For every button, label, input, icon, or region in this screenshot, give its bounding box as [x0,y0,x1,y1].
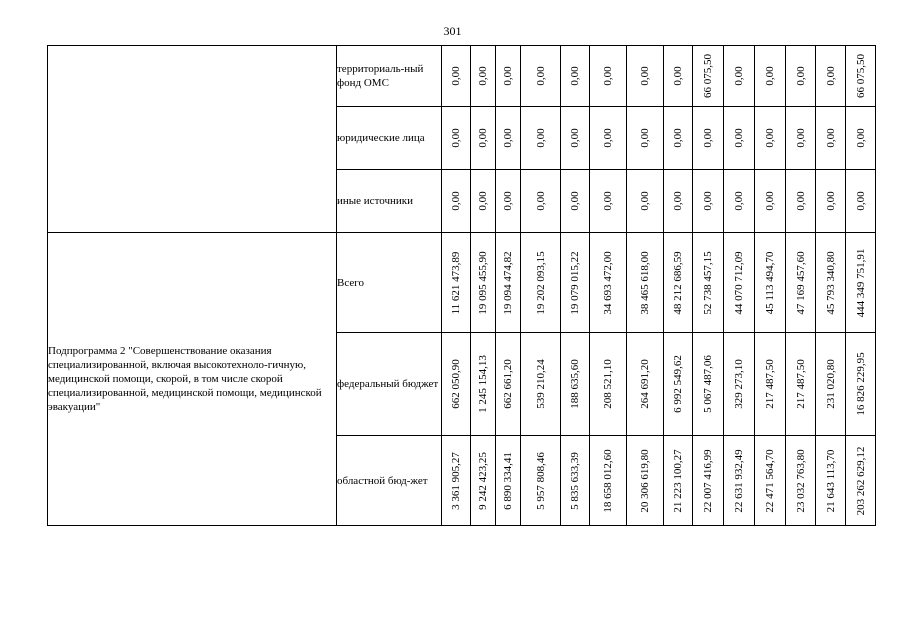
amount-value: 0,00 [824,128,837,148]
value-cell [786,46,816,107]
value-cell [664,107,693,170]
value-cell [724,436,755,526]
amount-value: 0,00 [672,128,684,148]
value-cell [755,46,786,107]
value-cell [816,170,846,233]
value-cell [724,46,755,107]
amount-value: 11 621 473,89 [450,251,462,314]
program-title: Подпрограмма 2 "Совершенствование оказания специализированной, включая высокотехноло-гичную, медицинской помощи, скорой, в том числе скорой специализированной, медицинской помощи, медицинской эвакуации" [48,233,337,526]
amount-value: 0,00 [602,128,614,148]
value-cell [442,46,471,107]
value-cell [471,170,496,233]
amount-value: 217 487,50 [764,359,776,409]
value-cell [724,233,755,333]
amount-value: 188 635,60 [569,359,581,409]
amount-value: 0,00 [450,128,462,148]
value-cell [724,333,755,436]
funding-source-label: территориаль-ный фонд ОМС [337,46,442,107]
amount-value: 0,00 [702,128,714,148]
value-cell [693,436,724,526]
value-cell [590,46,627,107]
value-cell [442,436,471,526]
value-cell [755,170,786,233]
page-number: 301 [443,24,462,38]
amount-value: 44 070 712,09 [733,250,745,315]
amount-value: 0,00 [477,191,489,211]
amount-value: 0,00 [534,191,547,211]
amount-value: 19 202 093,15 [534,250,547,315]
table-row [48,46,876,107]
amount-value: 19 094 474,82 [502,250,514,315]
value-cell [693,107,724,170]
amount-value: 0,00 [569,66,581,86]
amount-value: 0,00 [733,191,745,211]
value-cell [442,333,471,436]
amount-value: 0,00 [794,66,807,86]
value-cell [627,436,664,526]
value-cell [846,46,876,107]
amount-value: 6 992 549,62 [672,355,684,413]
value-cell [693,170,724,233]
amount-value: 21 643 113,70 [824,449,837,512]
value-cell [521,436,561,526]
amount-value: 662 661,20 [502,359,514,409]
value-cell [627,233,664,333]
amount-value: 0,00 [764,191,776,211]
value-cell [816,233,846,333]
amount-value: 5 957 808,46 [534,451,547,510]
amount-value: 0,00 [733,66,745,86]
amount-value: 0,00 [794,128,807,148]
amount-value: 20 306 619,80 [639,448,651,513]
value-cell [442,233,471,333]
value-cell [627,107,664,170]
amount-value: 0,00 [450,191,462,211]
amount-value: 66 075,50 [702,54,714,98]
value-cell [627,333,664,436]
value-cell [755,333,786,436]
value-cell [561,170,590,233]
value-cell [521,233,561,333]
amount-value: 0,00 [639,128,651,148]
amount-value: 0,00 [639,191,651,211]
amount-value: 0,00 [502,191,514,211]
value-cell [755,107,786,170]
value-cell [664,333,693,436]
amount-value: 0,00 [639,66,651,86]
value-cell [590,233,627,333]
value-cell [471,46,496,107]
amount-value: 539 210,24 [534,359,547,409]
value-cell [496,46,521,107]
amount-value: 66 075,50 [854,54,867,98]
value-cell [590,170,627,233]
amount-value: 1 245 154,13 [477,355,489,413]
value-cell [496,170,521,233]
value-cell [521,333,561,436]
amount-value: 19 095 455,90 [477,250,489,315]
value-cell [561,233,590,333]
amount-value: 5 835 633,39 [569,451,581,510]
amount-value: 217 487,50 [794,359,807,409]
value-cell [590,333,627,436]
value-cell [496,333,521,436]
value-cell [755,436,786,526]
amount-value: 0,00 [534,66,547,86]
amount-value: 0,00 [602,66,614,86]
amount-value: 444 349 751,91 [854,248,867,317]
amount-value: 0,00 [602,191,614,211]
budget-table [47,45,876,526]
value-cell [521,107,561,170]
value-cell [846,233,876,333]
value-cell [471,233,496,333]
amount-value: 0,00 [824,191,837,211]
value-cell [724,170,755,233]
value-cell [786,333,816,436]
value-cell [786,170,816,233]
value-cell [846,107,876,170]
value-cell [846,333,876,436]
amount-value: 18 658 012,60 [602,448,614,513]
value-cell [724,107,755,170]
amount-value: 16 826 229,95 [854,352,867,416]
amount-value: 6 890 334,41 [502,451,514,510]
amount-value: 264 691,20 [639,359,651,409]
value-cell [664,170,693,233]
value-cell [846,170,876,233]
amount-value: 9 242 423,25 [477,451,489,510]
amount-value: 22 007 416,99 [702,448,714,513]
value-cell [561,46,590,107]
amount-value: 38 465 618,00 [639,250,651,315]
value-cell [471,107,496,170]
value-cell [496,233,521,333]
amount-value: 0,00 [534,128,547,148]
value-cell [561,436,590,526]
amount-value: 0,00 [824,66,837,86]
value-cell [664,46,693,107]
amount-value: 0,00 [569,191,581,211]
funding-source-label: иные источники [337,170,442,233]
amount-value: 21 223 100,27 [672,448,684,513]
amount-value: 47 169 457,60 [794,250,807,315]
amount-value: 45 793 340,80 [824,250,837,315]
value-cell [521,170,561,233]
amount-value: 19 079 015,22 [569,250,581,315]
amount-value: 0,00 [477,128,489,148]
amount-value: 0,00 [794,191,807,211]
amount-value: 0,00 [672,191,684,211]
amount-value: 34 693 472,00 [602,250,614,315]
value-cell [442,107,471,170]
value-cell [786,107,816,170]
amount-value: 0,00 [450,66,462,86]
amount-value: 231 020,80 [824,359,837,409]
amount-value: 0,00 [477,66,489,86]
value-cell [693,233,724,333]
value-cell [471,436,496,526]
amount-value: 48 212 686,59 [672,250,684,315]
amount-value: 23 032 763,80 [794,448,807,513]
value-cell [561,333,590,436]
value-cell [471,333,496,436]
value-cell [786,233,816,333]
value-cell [816,333,846,436]
value-cell [693,46,724,107]
amount-value: 0,00 [764,128,776,148]
empty-program-cell [48,46,337,233]
value-cell [627,46,664,107]
amount-value: 329 273,10 [733,359,745,409]
amount-value: 52 738 457,15 [702,250,714,315]
value-cell [664,233,693,333]
amount-value: 208 521,10 [602,359,614,409]
value-cell [442,170,471,233]
amount-value: 0,00 [733,128,745,148]
amount-value: 5 067 487,06 [702,355,714,413]
amount-value: 3 361 905,27 [450,451,462,510]
funding-source-label: Всего [337,233,442,333]
value-cell [561,107,590,170]
amount-value: 0,00 [502,128,514,148]
amount-value: 0,00 [854,191,867,211]
value-cell [590,436,627,526]
value-cell [693,333,724,436]
funding-source-label: областной бюд-жет [337,436,442,526]
value-cell [627,170,664,233]
amount-value: 0,00 [502,66,514,86]
value-cell [590,107,627,170]
funding-source-label: федеральный бюджет [337,333,442,436]
amount-value: 0,00 [764,66,776,86]
value-cell [816,107,846,170]
value-cell [846,436,876,526]
value-cell [786,436,816,526]
value-cell [496,436,521,526]
funding-source-label: юридические лица [337,107,442,170]
amount-value: 45 113 494,70 [764,251,776,314]
value-cell [816,46,846,107]
amount-value: 22 471 564,70 [764,448,776,513]
value-cell [521,46,561,107]
amount-value: 203 262 629,12 [854,446,867,515]
amount-value: 0,00 [569,128,581,148]
value-cell [816,436,846,526]
amount-value: 0,00 [672,66,684,86]
value-cell [664,436,693,526]
amount-value: 22 631 932,49 [733,448,745,513]
amount-value: 662 050,90 [450,359,462,409]
value-cell [496,107,521,170]
value-cell [755,233,786,333]
amount-value: 0,00 [702,191,714,211]
amount-value: 0,00 [854,128,867,148]
table-row [48,233,876,333]
